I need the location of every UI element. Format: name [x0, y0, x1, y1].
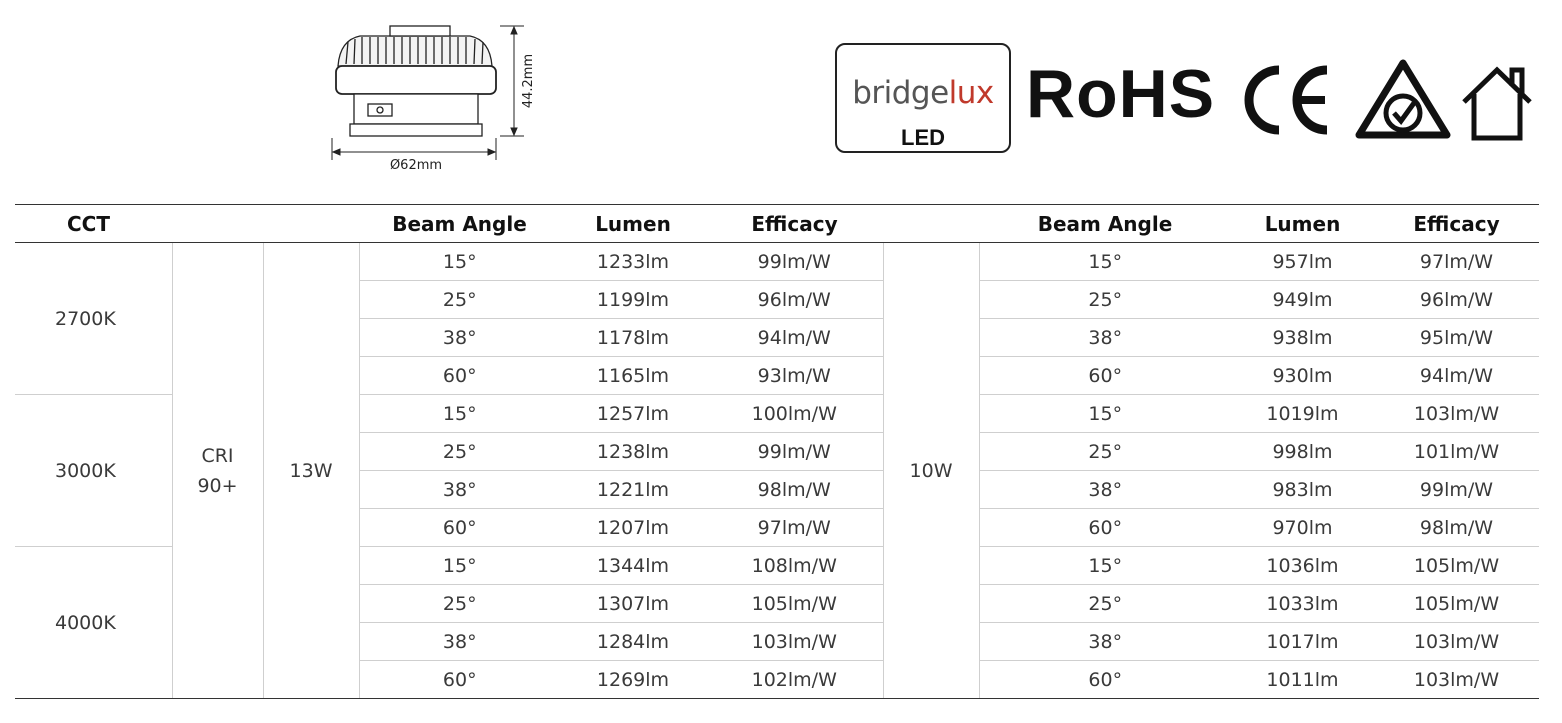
efficacy-cell-13w: 93lm/W — [706, 357, 883, 395]
header-beam-angle-2: Beam Angle — [979, 205, 1231, 243]
efficacy-cell-13w: 105lm/W — [706, 585, 883, 623]
lumen-cell-13w: 1199lm — [560, 281, 706, 319]
cri-label: CRI 90+ — [197, 444, 238, 497]
beam-angle-cell: 25° — [359, 585, 560, 623]
beam-angle-cell: 60° — [359, 661, 560, 699]
cri-cell — [172, 243, 263, 699]
efficacy-cell-10w: 105lm/W — [1374, 585, 1539, 623]
bridgelux-led-logo — [835, 43, 1011, 153]
lumen-cell-10w: 957lm — [1231, 243, 1374, 281]
beam-angle-cell: 60° — [979, 509, 1231, 547]
efficacy-cell-10w: 103lm/W — [1374, 623, 1539, 661]
beam-angle-cell: 38° — [979, 471, 1231, 509]
efficacy-cell-10w: 101lm/W — [1374, 433, 1539, 471]
efficacy-cell-10w: 95lm/W — [1374, 319, 1539, 357]
efficacy-cell-10w: 99lm/W — [1374, 471, 1539, 509]
header-beam-angle-1: Beam Angle — [359, 205, 560, 243]
bridgelux-led-label: LED — [901, 125, 945, 150]
header-efficacy-1: Efficacy — [706, 205, 883, 243]
certification-logos — [830, 38, 1550, 163]
beam-angle-cell: 60° — [359, 357, 560, 395]
beam-angle-cell: 15° — [979, 395, 1231, 433]
lumen-cell-10w: 930lm — [1231, 357, 1374, 395]
lumen-cell-10w: 949lm — [1231, 281, 1374, 319]
table-row — [15, 243, 1539, 281]
cct-cell-4000k: 4000K — [15, 547, 172, 699]
header-lumen-2: Lumen — [1231, 205, 1374, 243]
lumen-cell-13w: 1344lm — [560, 547, 706, 585]
efficacy-cell-13w: 98lm/W — [706, 471, 883, 509]
efficacy-cell-10w: 96lm/W — [1374, 281, 1539, 319]
specification-table — [15, 204, 1539, 699]
ce-mark-icon — [1235, 60, 1335, 140]
efficacy-cell-13w: 100lm/W — [706, 395, 883, 433]
beam-angle-cell: 38° — [359, 319, 560, 357]
efficacy-cell-10w: 103lm/W — [1374, 395, 1539, 433]
beam-angle-cell: 38° — [359, 471, 560, 509]
bridgelux-suffix: lux — [948, 75, 994, 111]
indoor-use-icon — [1458, 64, 1536, 142]
lumen-cell-10w: 1011lm — [1231, 661, 1374, 699]
beam-angle-cell: 15° — [359, 547, 560, 585]
efficacy-cell-13w: 94lm/W — [706, 319, 883, 357]
efficacy-cell-10w: 103lm/W — [1374, 661, 1539, 699]
lumen-cell-10w: 938lm — [1231, 319, 1374, 357]
header-blank-cri — [172, 205, 263, 243]
lumen-cell-10w: 1036lm — [1231, 547, 1374, 585]
beam-angle-cell: 15° — [359, 243, 560, 281]
lumen-cell-13w: 1257lm — [560, 395, 706, 433]
lumen-cell-10w: 998lm — [1231, 433, 1374, 471]
beam-angle-cell: 15° — [359, 395, 560, 433]
efficacy-cell-10w: 105lm/W — [1374, 547, 1539, 585]
power-cell-10w: 10W — [883, 243, 979, 699]
height-dimension-label: 44.2mm — [521, 53, 536, 109]
rohs-mark: RoHS — [1026, 56, 1216, 132]
efficacy-cell-13w: 108lm/W — [706, 547, 883, 585]
beam-angle-cell: 38° — [979, 623, 1231, 661]
beam-angle-cell: 60° — [359, 509, 560, 547]
product-dimension-drawing — [320, 18, 560, 178]
beam-angle-cell: 15° — [979, 547, 1231, 585]
header-blank-power-2 — [883, 205, 979, 243]
lumen-cell-10w: 1033lm — [1231, 585, 1374, 623]
lumen-cell-13w: 1269lm — [560, 661, 706, 699]
beam-angle-cell: 25° — [359, 281, 560, 319]
lumen-cell-10w: 970lm — [1231, 509, 1374, 547]
efficacy-cell-13w: 99lm/W — [706, 243, 883, 281]
header-efficacy-2: Efficacy — [1374, 205, 1539, 243]
table-header-row — [15, 205, 1539, 243]
beam-angle-cell: 38° — [359, 623, 560, 661]
cct-cell-3000k: 3000K — [15, 395, 172, 547]
lumen-cell-13w: 1307lm — [560, 585, 706, 623]
header-cct: CCT — [15, 205, 172, 243]
power-cell-13w: 13W — [263, 243, 359, 699]
header-lumen-1: Lumen — [560, 205, 706, 243]
beam-angle-cell: 38° — [979, 319, 1231, 357]
efficacy-cell-13w: 102lm/W — [706, 661, 883, 699]
beam-angle-cell: 15° — [979, 243, 1231, 281]
beam-angle-cell: 25° — [359, 433, 560, 471]
lumen-cell-13w: 1165lm — [560, 357, 706, 395]
bridgelux-wordmark — [837, 75, 1009, 111]
efficacy-cell-13w: 103lm/W — [706, 623, 883, 661]
beam-angle-cell: 25° — [979, 281, 1231, 319]
beam-angle-cell: 25° — [979, 433, 1231, 471]
rcm-mark-icon — [1354, 58, 1452, 140]
diameter-dimension-label: Ø62mm — [389, 158, 443, 173]
beam-angle-cell: 60° — [979, 661, 1231, 699]
efficacy-cell-10w: 98lm/W — [1374, 509, 1539, 547]
efficacy-cell-10w: 94lm/W — [1374, 357, 1539, 395]
efficacy-cell-13w: 97lm/W — [706, 509, 883, 547]
efficacy-cell-10w: 97lm/W — [1374, 243, 1539, 281]
header-blank-power-1 — [263, 205, 359, 243]
bridgelux-prefix: bridge — [852, 75, 949, 111]
beam-angle-cell: 60° — [979, 357, 1231, 395]
lumen-cell-13w: 1284lm — [560, 623, 706, 661]
cct-cell-2700k: 2700K — [15, 243, 172, 395]
efficacy-cell-13w: 99lm/W — [706, 433, 883, 471]
efficacy-cell-13w: 96lm/W — [706, 281, 883, 319]
lumen-cell-13w: 1221lm — [560, 471, 706, 509]
lumen-cell-13w: 1207lm — [560, 509, 706, 547]
beam-angle-cell: 25° — [979, 585, 1231, 623]
led-module-drawing — [320, 18, 560, 178]
lumen-cell-10w: 1019lm — [1231, 395, 1374, 433]
lumen-cell-13w: 1233lm — [560, 243, 706, 281]
lumen-cell-13w: 1238lm — [560, 433, 706, 471]
lumen-cell-10w: 983lm — [1231, 471, 1374, 509]
lumen-cell-10w: 1017lm — [1231, 623, 1374, 661]
lumen-cell-13w: 1178lm — [560, 319, 706, 357]
